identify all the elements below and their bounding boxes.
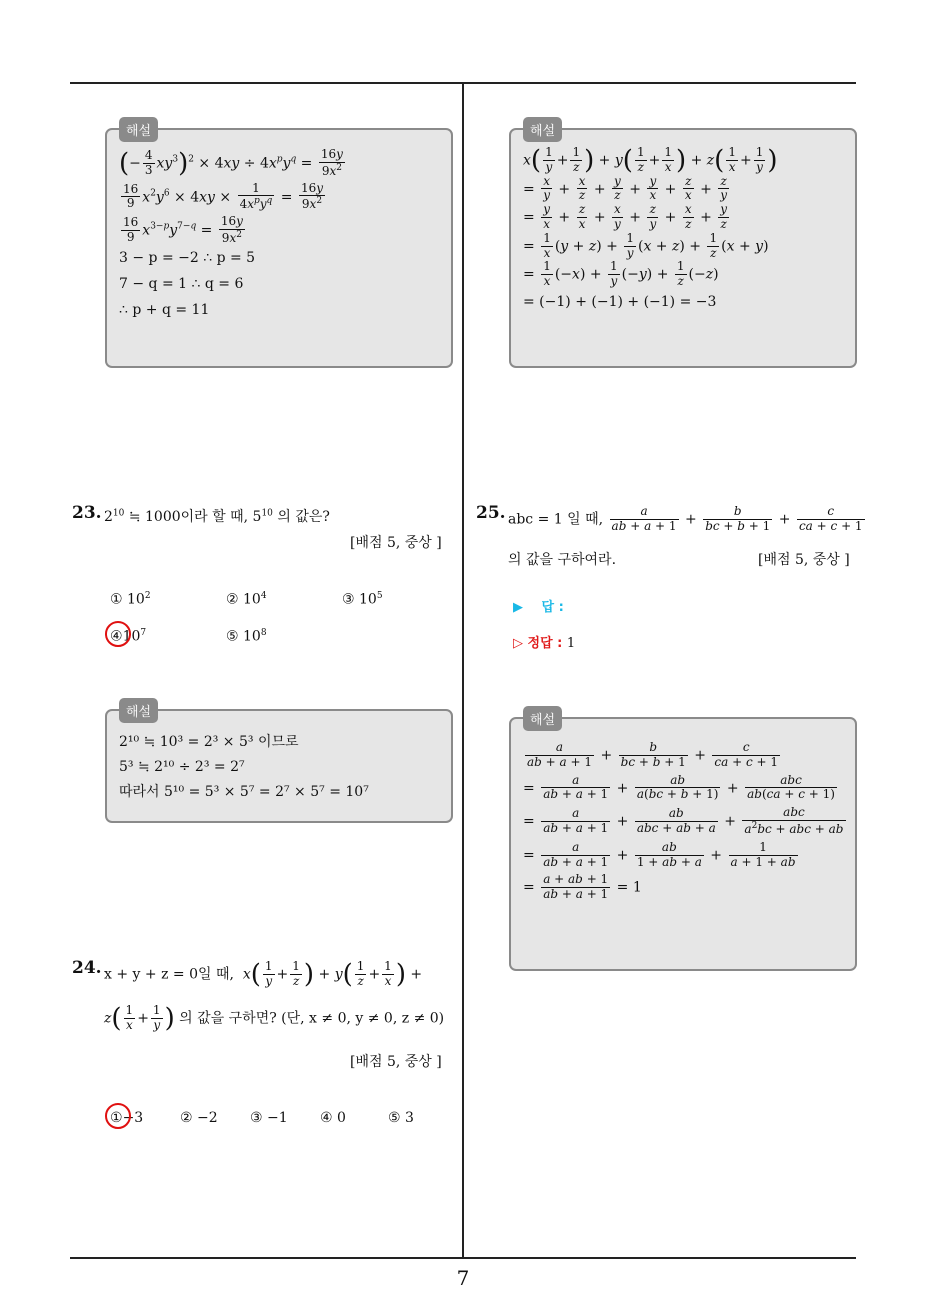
page-number: 7 <box>456 1266 470 1290</box>
solution-line: 5³ ≒ 2¹⁰ ÷ 2³ = 2⁷ <box>119 759 245 776</box>
answer-label: 답 : <box>541 600 564 615</box>
solution-line: = $\frac{y}{x}$ + $\frac{z}{x}$ + $\frac{x}{y}$ + $\frac{z}{y}$ + $\frac{x}{z}$ + $\frac{y}{z}$ <box>523 202 728 231</box>
solution-line: = $\frac{a}{ab + a + 1}$ + $\frac{ab}{\text{abc + ab + a}}$ + $\frac{\text{abc}}{a^2bc + abc + ab}$ <box>523 805 844 836</box>
q23-choice-2[interactable]: ② $10^4$ <box>226 591 267 608</box>
q24-solution-box <box>509 124 857 368</box>
solution-line: = $\frac{x}{y}$ + $\frac{x}{z}$ + $\frac{y}{z}$ + $\frac{y}{x}$ + $\frac{z}{x}$ + $\frac{z}{y}$ <box>523 173 728 203</box>
answer-prompt <box>513 596 564 615</box>
solution-tag: 해설 <box>119 117 158 142</box>
solution-line: $\frac{16}{9}$ $x^2y^6 \times 4xy$ × $\frac{1}{4x^py^q}$ = $\frac{16y}{9x^2}$ <box>123 180 324 212</box>
q24-number: 24. <box>72 958 102 978</box>
q23-stem: $2^{10}$ ≒ 1000이라 할 때, $5^{10}$ 의 값은? <box>104 508 330 525</box>
q25-number: 25. <box>476 503 506 523</box>
play-arrow-icon: ▶ <box>513 600 523 615</box>
solution-line: = $\frac{a}{ab + a + 1}$ + $\frac{ab}{1 + ab + a}$ + $\frac{1}{a + 1 + ab}$ <box>523 839 796 869</box>
q24-choice-5[interactable]: ⑤ 3 <box>388 1110 414 1126</box>
q22-solution-box <box>105 124 453 368</box>
correct-value: 1 <box>566 636 576 651</box>
q24-score: [배점 5, 중상 ] <box>350 1054 442 1070</box>
q24-choice-4[interactable]: ④ 0 <box>320 1110 346 1126</box>
q23-choice-5[interactable]: ⑤ $10^8$ <box>226 628 267 645</box>
correct-label: 정답 : <box>527 636 563 651</box>
column-divider <box>462 84 464 1258</box>
solution-line: 따라서 5¹⁰ = 5³ × 5⁷ = 2⁷ × 5⁷ = 10⁷ <box>119 784 369 801</box>
solution-line: 7 − q = 1 ∴ q = 6 <box>119 275 244 292</box>
solution-line: = (−1) + (−1) + (−1) = −3 <box>523 293 717 310</box>
q24-choices <box>110 1110 414 1126</box>
solution-line: = $\frac{1}{x}$ (y + z) + $\frac{1}{y}$ (x + z) + $\frac{1}{z}$ (x + y) <box>523 230 769 260</box>
q24-choice-2[interactable]: ② −2 <box>180 1110 218 1126</box>
q23-solution-box <box>105 705 453 823</box>
selected-answer-circle <box>105 1103 131 1129</box>
solution-line: $\frac{16}{9}$ $x^{3-p}y^{7-q}$ = $\frac{16y}{9x^2}$ <box>123 214 243 245</box>
solution-line: ∴ p + q = 11 <box>119 302 210 319</box>
q25-stem-line2: 의 값을 구하여라. <box>508 552 617 568</box>
solution-line: 2¹⁰ ≒ 10³ = 2³ × 5³ 이므로 <box>119 734 299 750</box>
q25-solution-box <box>509 713 857 971</box>
solution-line: = $\frac{1}{x}$ (−x) + $\frac{1}{y}$ (−y) + $\frac{1}{z}$ (−z) <box>523 259 719 289</box>
solution-line: = $\frac{a}{ab + a + 1}$ + $\frac{ab}{a(bc + b + 1)}$ + $\frac{\text{abc}}{ab(ca + c + 1)}$ <box>523 772 835 802</box>
q24-stem-line1: x + y + z = 0일 때, x( $\frac{1}{y}$ + $\frac{1}{z}$ ) + y( $\frac{1}{z}$ + $\frac{1}{x}$ ) + <box>104 959 423 990</box>
q25-score: [배점 5, 중상 ] <box>758 552 850 568</box>
solution-line: x( $\frac{1}{y}$ + $\frac{1}{z}$ ) + y( $\frac{1}{z}$ + $\frac{1}{x}$ ) + z( $\frac{1}{x}$ + $\frac{1}{y}$ ) <box>523 145 778 176</box>
solution-line: 3 − p = −2 ∴ p = 5 <box>119 249 256 266</box>
q24-choice-3[interactable]: ③ −1 <box>250 1110 288 1126</box>
q24-choice-1[interactable]: ①−3 <box>110 1110 180 1126</box>
outline-triangle-icon: ▷ <box>513 636 523 651</box>
q23-choices-row2 <box>110 628 267 645</box>
q23-score: [배점 5, 중상 ] <box>350 535 442 551</box>
q23-choice-3[interactable]: ③ $10^5$ <box>342 591 383 608</box>
solution-line: $\frac{a}{ab + a + 1}$ + $\frac{b}{bc + b + 1}$ + $\frac{c}{ca + c + 1}$ <box>527 740 779 769</box>
q23-choices-row1 <box>110 591 383 608</box>
q23-number: 23. <box>72 503 102 523</box>
solution-line: = $\frac{a + ab + 1}{ab + a + 1}$ = 1 <box>523 872 642 902</box>
selected-answer-circle <box>105 621 131 647</box>
q25-stem-line1: abc = 1 일 때, $\frac{a}{ab + a + 1}$ + $\frac{b}{bc + b + 1}$ + $\frac{c}{ca + c + 1}$ <box>508 504 863 533</box>
solution-tag: 해설 <box>119 698 158 723</box>
solution-tag: 해설 <box>523 117 562 142</box>
correct-answer <box>513 632 575 651</box>
solution-line: (− $\frac{4}{3}$ $xy^3)^2 \times 4xy \div 4x^py^q$ = $\frac{16y}{9x^2}$ <box>119 147 343 179</box>
q23-choice-4[interactable]: $④10^7$ <box>110 628 226 645</box>
solution-tag: 해설 <box>523 706 562 731</box>
q24-stem-line2: z( $\frac{1}{x}$ + $\frac{1}{y}$ ) 의 값을 구하면? (단, x ≠ 0, y ≠ 0, z ≠ 0) <box>104 1003 445 1034</box>
q23-choice-1[interactable]: ① $10^2$ <box>110 591 151 608</box>
